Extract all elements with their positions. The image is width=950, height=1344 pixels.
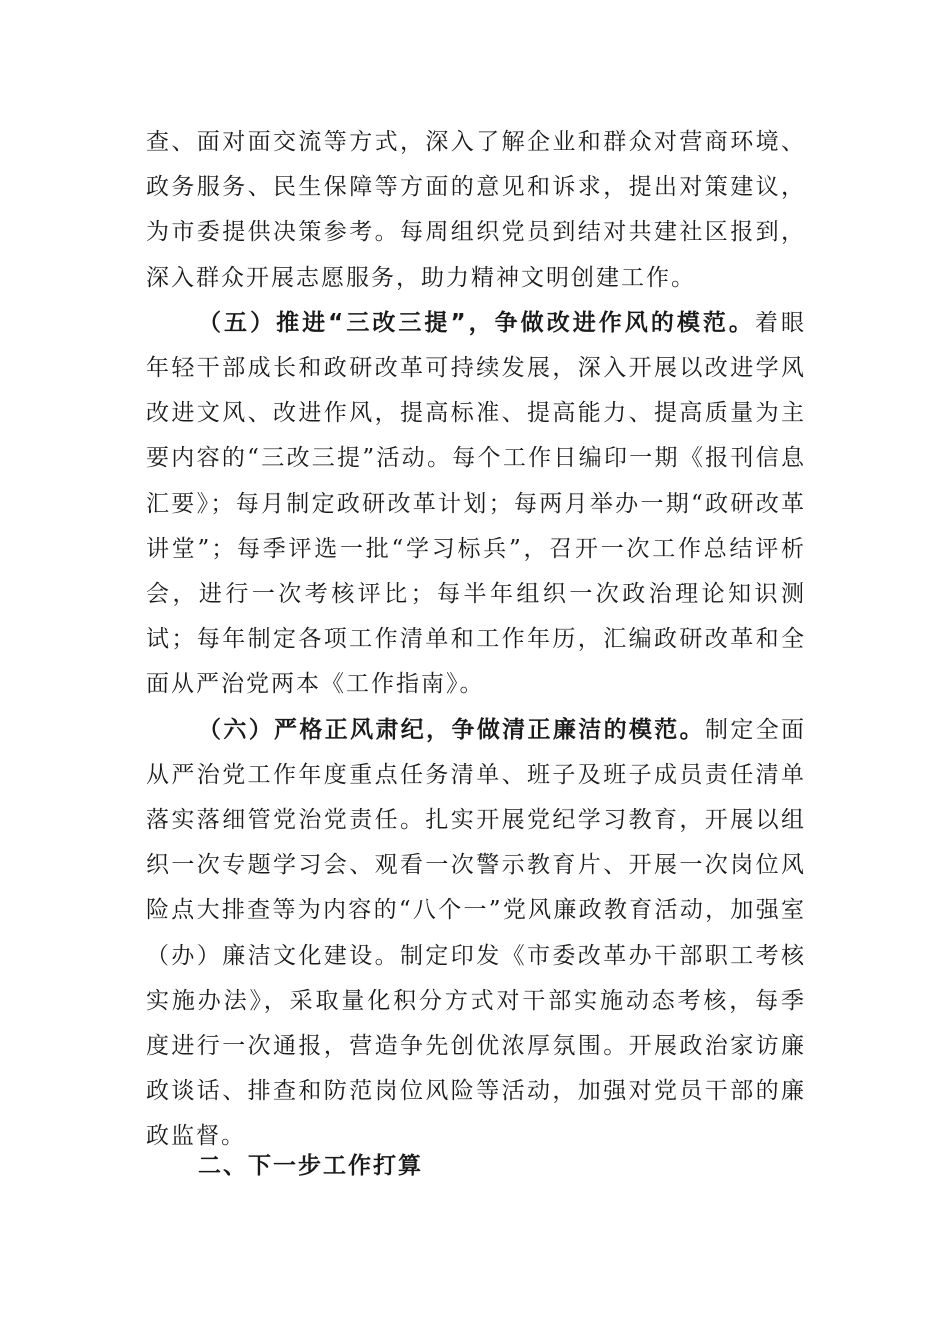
paragraph-lead: （五）推进“三改三提”，争做改进作风的模范。 (198, 309, 755, 336)
paragraph-section-five (146, 301, 806, 708)
paragraph-text: 查、面对面交流等方式，深入了解企业和群众对营商环境、政务服务、民生保障等方面的意见和诉求，提出对策建议，为市委提供决策参考。每周组织党员到结对共建社区报到，深入群众开展志愿服务，助力精神文明创建工作。 (146, 129, 806, 291)
paragraph-lead: （六）严格正风肃纪，争做清正廉洁的模范。 (198, 716, 705, 743)
section-heading: 二、下一步工作打算 (198, 1153, 423, 1179)
paragraph-section-six (146, 708, 806, 1160)
paragraph-text: 制定全面从严治党工作年度重点任务清单、班子及班子成员责任清单落实落细管党治党责任。扎实开展党纪学习教育，开展以组织一次专题学习会、观看一次警示教育片、开展一次岗位风险点大排查等为内容的“八个一”党风廉政教育活动，加强室（办）廉洁文化建设。制定印发《市委改革办干部职工考核实施办法》，采取量化积分方式对干部实施动态考核，每季度进行一次通报，营造争先创优浓厚氛围。开展政治家访廉政谈话、排查和防范岗位风险等活动，加强对党员干部的廉政监督。 (146, 716, 807, 1150)
paragraph-continuation (146, 120, 806, 301)
paragraph-text: 着眼年轻干部成长和政研改革可持续发展，深入开展以改进学风改进文风、改进作风，提高标准、提高能力、提高质量为主要内容的“三改三提”活动。每个工作日编印一期《报刊信息汇要》；每月制定政研改革计划；每两月举办一期“政研改革讲堂”；每季评选一批“学习标兵”，召开一次工作总结评析会，进行一次考核评比；每半年组织一次政治理论知识测试；每年制定各项工作清单和工作年历，汇编政研改革和全面从严治党两本《工作指南》。 (146, 309, 807, 698)
document-body (146, 120, 806, 1160)
